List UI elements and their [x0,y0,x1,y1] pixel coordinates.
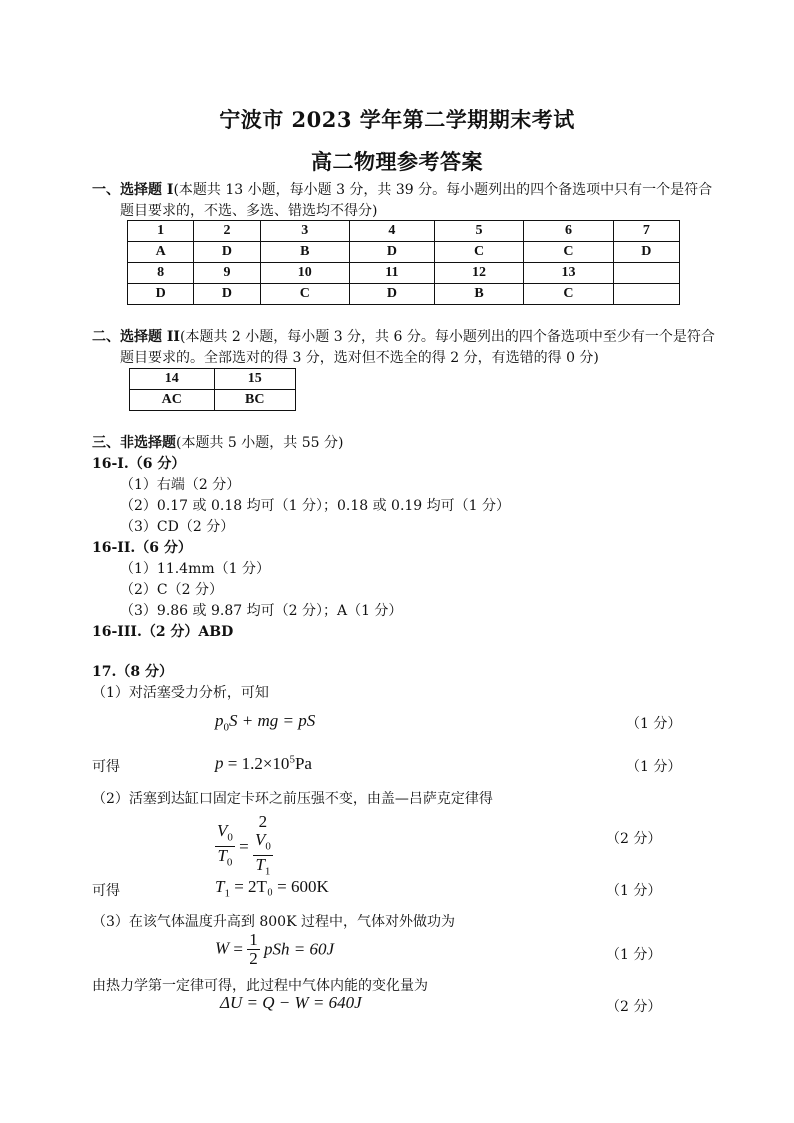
table1-cell: C [434,242,523,263]
table2-cell: 15 [214,369,295,390]
table1-cell: 11 [350,263,435,284]
table1-cell: C [524,242,613,263]
table2-cell: BC [214,390,295,411]
q17-part2: （2）活塞到达缸口固定卡环之前压强不变，由盖—吕萨克定律得 [92,791,493,807]
table1-cell: 2 [194,221,260,242]
equation-force-balance: $p_0S$ + mg = pS [215,711,316,734]
q16-1-answer-2: （2）0.17 或 0.18 均可（1 分）；0.18 或 0.19 均可（1 分） [120,498,511,514]
page-subtitle: 高二物理参考答案 [311,149,483,174]
table1-cell: 7 [613,221,679,242]
equation-temperature: $T_1 = 2T_0 = 600K$ [215,877,329,900]
q16-2-answer-2: （2）C（2 分） [120,582,223,598]
table1-cell: D [350,242,435,263]
eq4-text: = 2T₀ = 600K [234,877,329,896]
q17-part3: （3）在该气体温度升高到 800K 过程中，气体对外做功为 [92,914,455,930]
table1-cell: D [194,284,260,305]
section2-heading: 二、选择题 II [92,329,180,345]
table1-row [128,242,680,263]
eq3-score: （2 分） [606,831,662,847]
section2-answer-table [129,368,296,411]
section3-heading: 三、非选择题 [92,435,176,451]
table1-cell: 13 [524,263,613,284]
section1-desc-line2: 题目要求的，不选、多选、错选均不得分) [120,203,378,219]
table1-cell: 8 [128,263,194,284]
table1-cell: B [434,284,523,305]
table2-cell: AC [130,390,215,411]
table1-cell: D [128,284,194,305]
table1-cell: 10 [260,263,349,284]
q16-2-answer-1: （1）11.4mm（1 分） [120,561,270,577]
table2-cell: 14 [130,369,215,390]
section2-description [92,326,715,346]
eq2-score: （1 分） [626,759,682,775]
equation-pressure: $p = 1.2\times 10^5Pa$ [215,753,312,773]
table1-row [128,284,680,305]
table1-cell: D [350,284,435,305]
table1-row [128,221,680,242]
q16-1-label: 16-I.（6 分） [92,456,186,472]
section1-desc-line1: (本题共 13 小题，每小题 3 分，共 39 分。每小题列出的四个备选项中只有一个是符合 [173,182,713,198]
table1-cell [613,284,679,305]
equation-gay-lussac: $\frac{V_0}{T_0}$ = 2 $V_0$ $T_1$ [217,812,271,878]
table1-cell: 1 [128,221,194,242]
table1-row [128,263,680,284]
table1-cell: D [194,242,260,263]
table1-cell: 12 [434,263,523,284]
section1-answer-table [127,220,680,305]
q16-3-label: 16-III.（2 分）ABD [92,624,234,640]
table1-cell: D [613,242,679,263]
table1-cell: 9 [194,263,260,284]
kede-1: 可得 [92,759,120,775]
q17-part4: 由热力学第一定律可得，此过程中气体内能的变化量为 [92,978,428,994]
table1-cell: 3 [260,221,349,242]
eq5-text: pSh = 60J [264,939,335,959]
section1-heading: 一、选择题 I [92,182,174,198]
q16-2-answer-3: （3）9.86 或 9.87 均可（2 分）；A（1 分） [120,603,403,619]
q16-1-answer-3: （3）CD（2 分） [120,519,235,535]
page-title: 宁波市 2023 学年第二学期期末考试 [219,107,575,132]
eq5-score: （1 分） [606,947,662,963]
section2-desc-line1: (本题共 2 小题，每小题 3 分，共 6 分。每小题列出的四个备选项中至少有一个是符合 [179,329,715,345]
q16-2-label: 16-II.（6 分） [92,540,192,556]
table1-cell: 6 [524,221,613,242]
table1-cell: C [260,284,349,305]
section1-description [92,179,712,199]
equation-work: W = $\frac{1}{2}$ pSh = 60J [215,930,335,968]
equation-internal-energy: ΔU = Q − W = 640J [220,993,362,1012]
eq4-score: （1 分） [606,883,662,899]
table2-row [130,390,296,411]
section3-description [92,432,343,452]
q17-label: 17.（8 分） [92,664,173,680]
section2-desc-line2: 题目要求的。全部选对的得 3 分，选对但不选全的得 2 分，有选错的得 0 分) [120,350,599,366]
section3-desc: (本题共 5 小题，共 55 分) [176,435,344,451]
q17-part1: （1）对活塞受力分析，可知 [92,685,269,701]
table1-cell [613,263,679,284]
eq6-score: （2 分） [606,999,662,1015]
table1-cell: B [260,242,349,263]
kede-2: 可得 [92,883,120,899]
table2-row [130,369,296,390]
table1-cell: 5 [434,221,523,242]
table1-cell: 4 [350,221,435,242]
q16-1-answer-1: （1）右端（2 分） [120,477,241,493]
table1-cell: A [128,242,194,263]
table1-cell: C [524,284,613,305]
eq1-score: （1 分） [626,716,682,732]
